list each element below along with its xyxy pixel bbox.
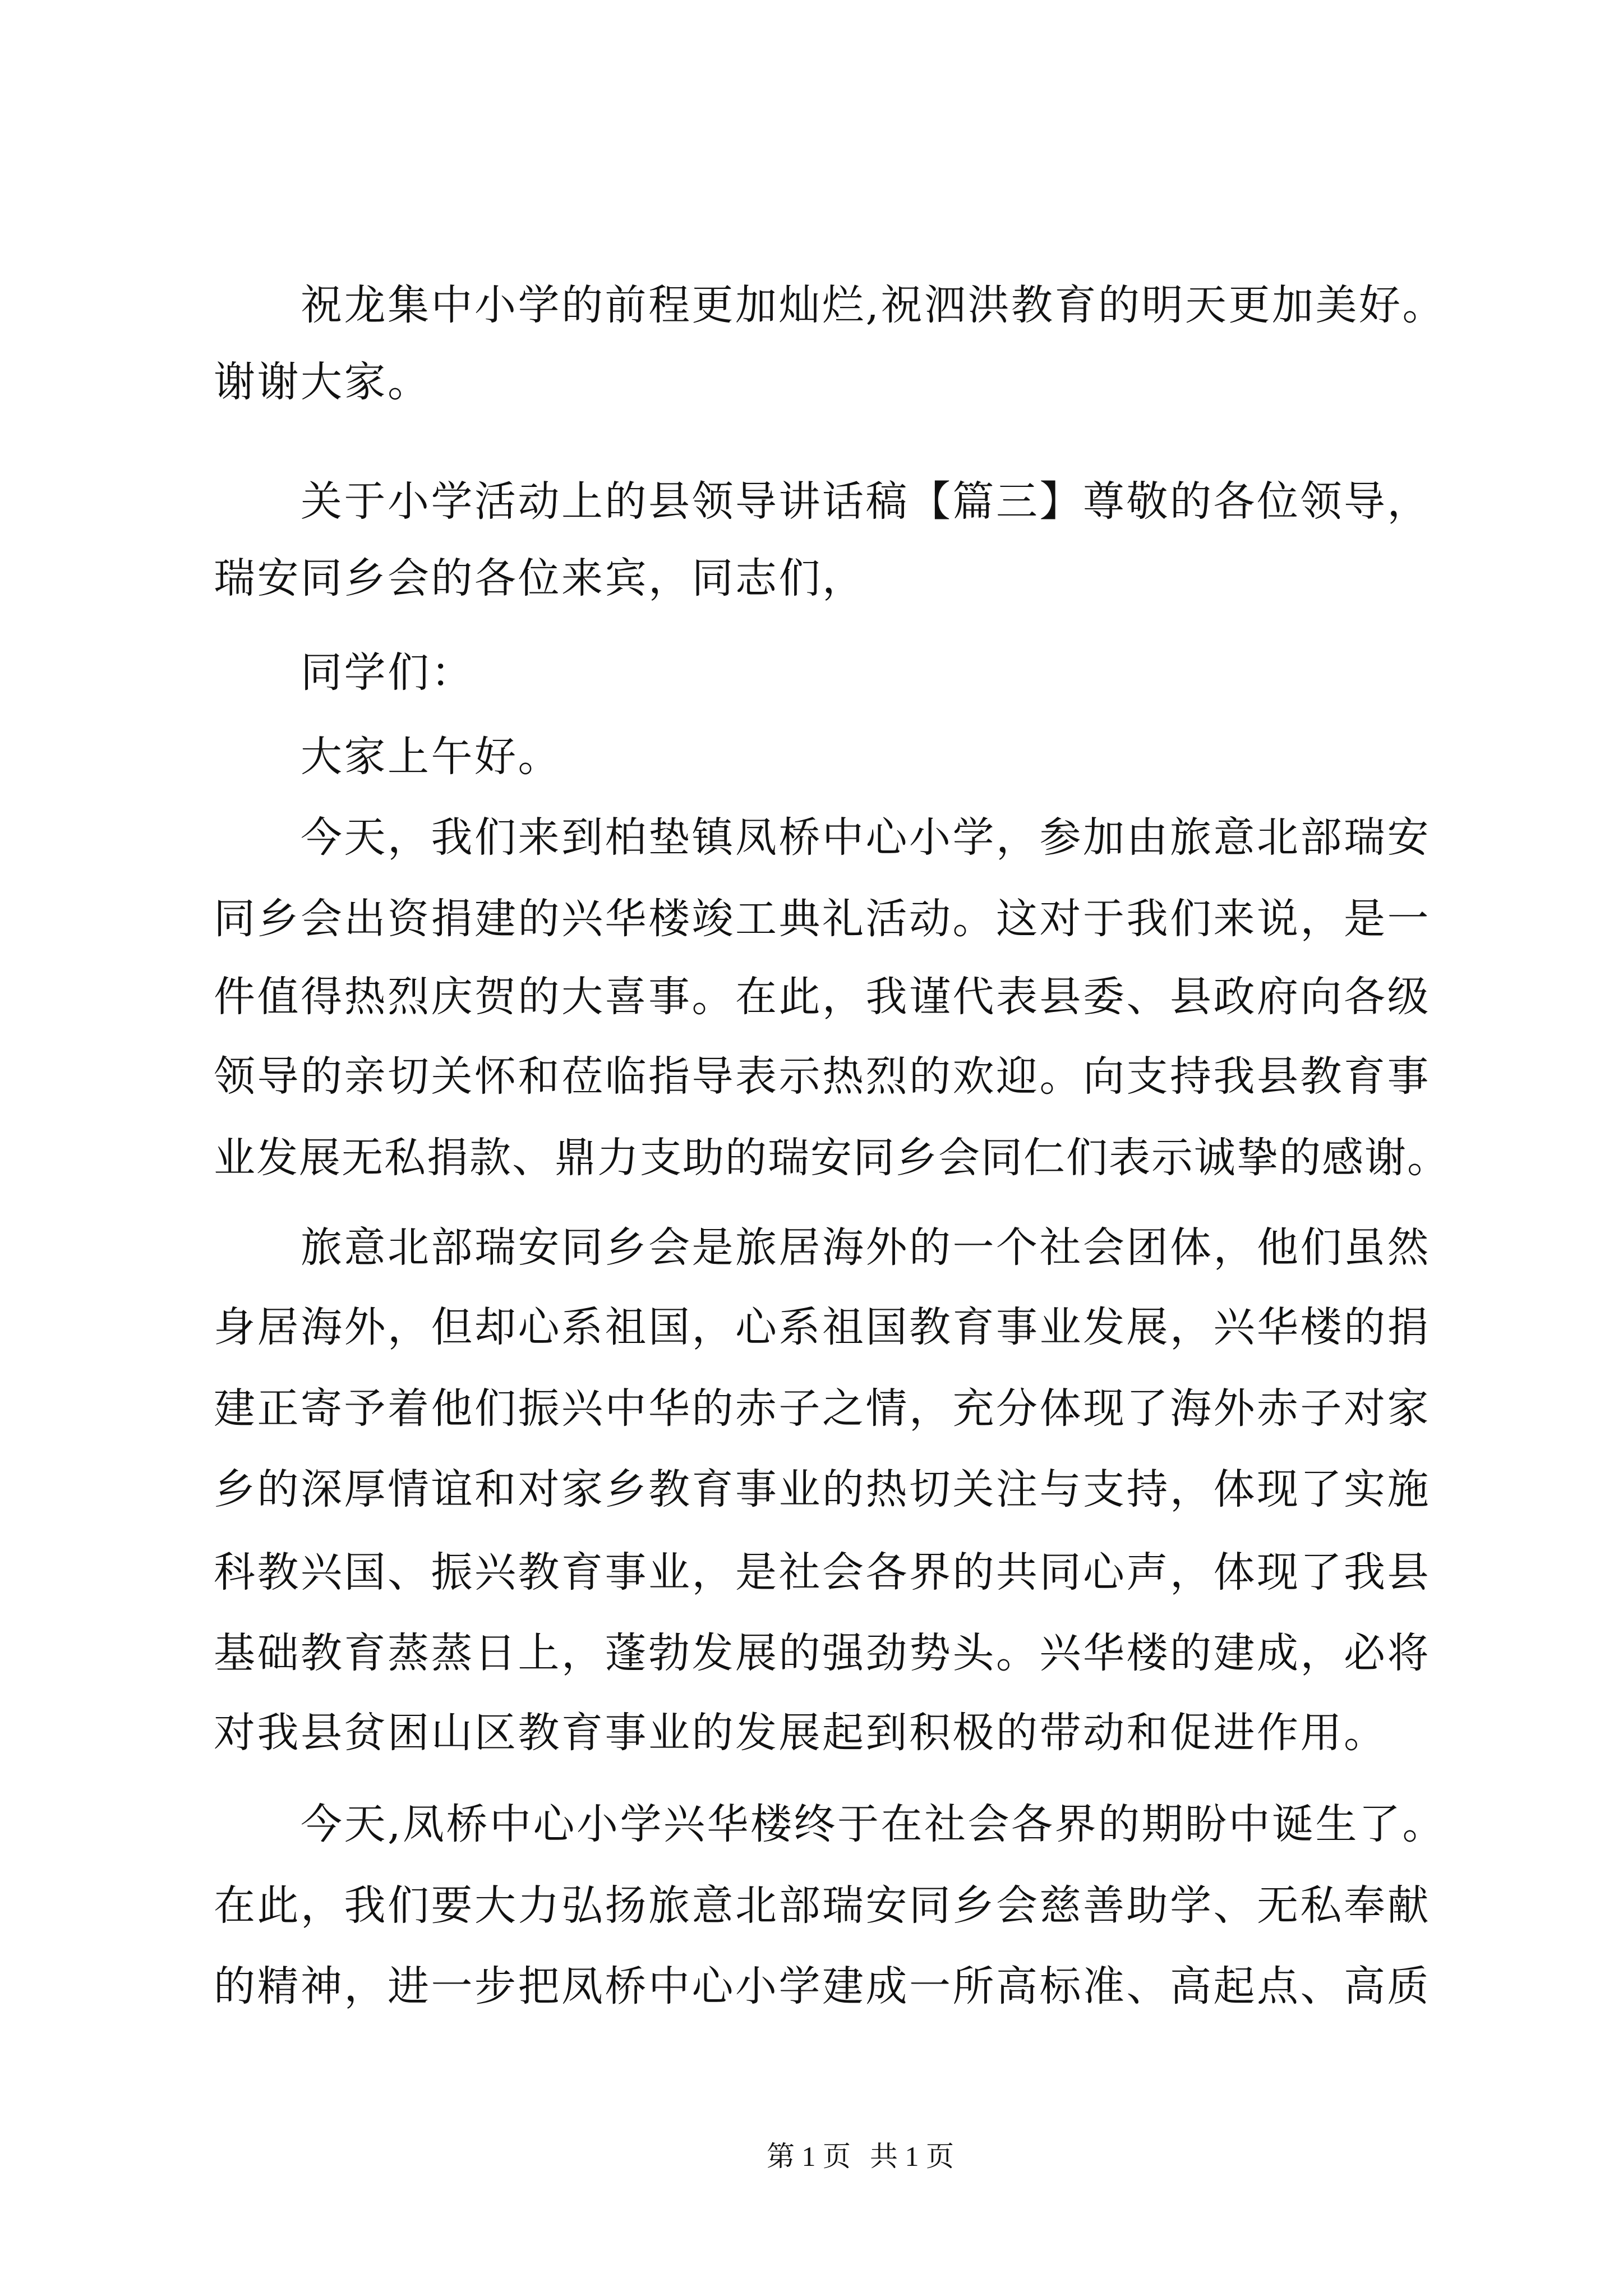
body-line: 科教兴国、振兴教育事业，是社会各界的共同心声，体现了我县 xyxy=(214,1548,1431,1596)
body-line: 同学们： xyxy=(301,648,474,697)
body-line: 同乡会出资捐建的兴华楼竣工典礼活动。这对于我们来说，是一 xyxy=(214,895,1431,943)
body-line: 谢谢大家。 xyxy=(214,358,431,406)
body-line: 在此，我们要大力弘扬旅意北部瑞安同乡会慈善助学、无私奉献 xyxy=(214,1881,1431,1930)
body-line: 关于小学活动上的县领导讲话稿【篇三】尊敬的各位领导， xyxy=(301,477,1431,526)
page-total: 共 1 页 xyxy=(870,2141,954,2172)
body-line: 身居海外，但却心系祖国，心系祖国教育事业发展，兴华楼的捐 xyxy=(214,1303,1431,1351)
body-line: 件值得热烈庆贺的大喜事。在此，我谨代表县委、县政府向各级 xyxy=(214,973,1431,1021)
page-footer xyxy=(636,2142,1085,2171)
body-line: 今天,凤桥中心小学兴华楼终于在社会各界的期盼中诞生了。 xyxy=(301,1800,1446,1848)
body-line: 祝龙集中小学的前程更加灿烂,祝泗洪教育的明天更加美好。 xyxy=(301,281,1446,329)
body-line: 旅意北部瑞安同乡会是旅居海外的一个社会团体，他们虽然 xyxy=(301,1223,1431,1272)
body-line: 的精神，进一步把凤桥中心小学建成一所高标准、高起点、高质 xyxy=(214,1962,1431,2010)
body-line: 今天，我们来到柏垫镇凤桥中心小学，参加由旅意北部瑞安 xyxy=(301,813,1431,862)
body-line: 对我县贫困山区教育事业的发展起到积极的带动和促进作用。 xyxy=(214,1709,1387,1757)
body-line: 乡的深厚情谊和对家乡教育事业的热切关注与支持，体现了实施 xyxy=(214,1465,1431,1513)
body-line: 大家上午好。 xyxy=(301,733,561,781)
body-line: 业发展无私捐款、鼎力支助的瑞安同乡会同仁们表示诚挚的感谢。 xyxy=(214,1134,1450,1182)
body-line: 基础教育蒸蒸日上，蓬勃发展的强劲势头。兴华楼的建成，必将 xyxy=(214,1629,1431,1677)
body-line: 瑞安同乡会的各位来宾，同志们， xyxy=(214,554,866,602)
page-number: 第 1 页 xyxy=(767,2141,851,2172)
body-line: 建正寄予着他们振兴中华的赤子之情，充分体现了海外赤子对家 xyxy=(214,1384,1431,1433)
body-line: 领导的亲切关怀和莅临指导表示热烈的欢迎。向支持我县教育事 xyxy=(214,1052,1431,1101)
